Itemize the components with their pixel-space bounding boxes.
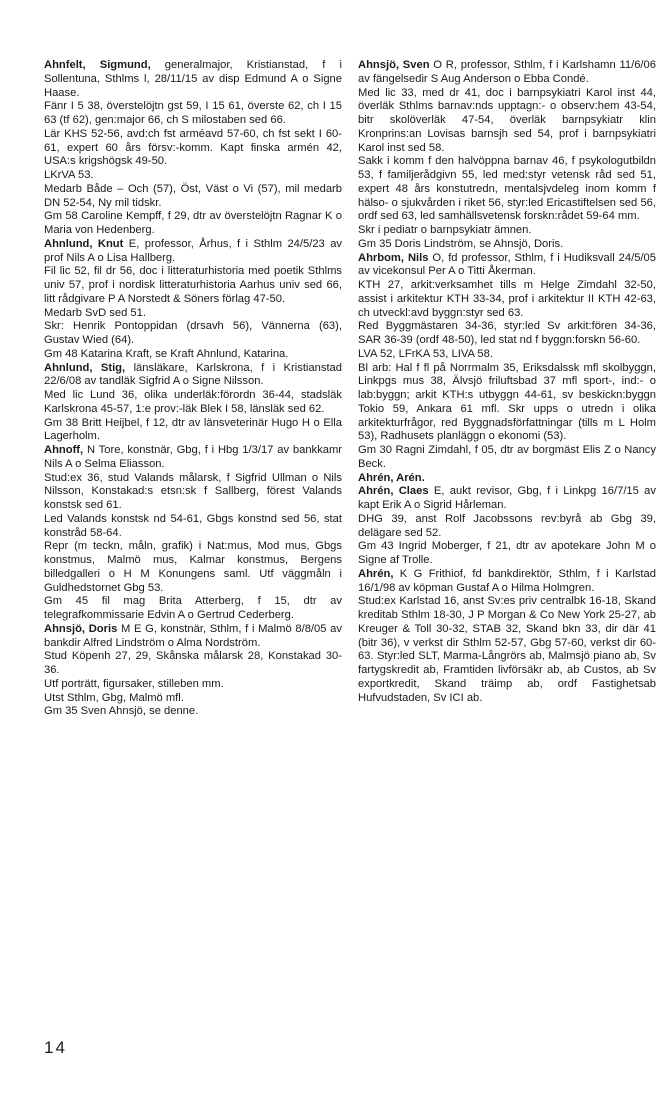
entry-line: Gm 43 Ingrid Moberger, f 21, dtr av apotekare John M o Signe af Trolle. bbox=[358, 540, 656, 566]
entry-line: Gm 30 Ragni Zimdahl, f 05, dtr av borgmäst Elis Z o Nancy Beck. bbox=[358, 444, 656, 470]
entry-line: Stud:ex 36, stud Valands målarsk, f Sigfrid Ullman o Nils Nilsson, Konstakad:s etsn:sk f Sallberg, förest Valands konstsk sed 61. bbox=[44, 471, 342, 511]
entry-line: LVA 52, LFrKA 53, LIVA 58. bbox=[358, 347, 493, 360]
entry-ahnlund-stig: Ahnlund, Stig, länsläkare, Karlskrona, f i Kristianstad 22/6/08 av tandläk Sigfrid A o Signe Nilsson. bbox=[44, 361, 342, 388]
entry-ahren-claes: Ahrén, Claes E, aukt revisor, Gbg, f i Linkpg 16/7/15 av kapt Erik A o Sigrid Hårleman. bbox=[358, 485, 656, 511]
entry-line: Skr i pediatr o barnpsykiatr ämnen. bbox=[358, 224, 532, 236]
entry-line: Skr: Henrik Pontoppidan (drsavh 56), Vännerna (63), Gustav Wied (64). bbox=[44, 320, 342, 346]
entry-line: Led Valands konstsk nd 54-61, Gbgs konstnd sed 56, stat konstråd 58-64. bbox=[44, 512, 342, 539]
entry-line: Gm 38 Britt Heijbel, f 12, dtr av länsveterinär Hugo H o Ella Lagerholm. bbox=[44, 416, 342, 443]
entry-line: Repr (m teckn, måln, grafik) i Nat:mus, Mod mus, Gbgs konstmus, Malmö mus, Kalmar konstmus, Bergens billedgalleri o H M Konungens saml. Utf väggmåln i Guldhedstornet Gbg 53. bbox=[44, 540, 342, 594]
entry-line: Gm 45 fil mag Brita Atterberg, f 15, dtr av telegrafkommissarie Edvin A o Gertrud Cederberg. bbox=[44, 595, 342, 621]
entry-line: Fänr I 5 38, överstelöjtn gst 59, I 15 61, överste 62, ch I 15 63 (tf 62), gen:major 66, ch S milostaben sed 66. bbox=[44, 100, 342, 126]
page-number: 14 bbox=[44, 1038, 67, 1057]
entry-ahnlund-knut: Ahnlund, Knut E, professor, Århus, f i Sthlm 24/5/23 av prof Nils A o Lisa Hallberg. bbox=[44, 237, 343, 264]
left-column bbox=[44, 59, 342, 719]
entry-line: Medarb SvD sed 51. bbox=[44, 306, 146, 319]
entry-line: Fil lic 52, fil dr 56, doc i litteraturhistoria med poetik Sthlms univ 57, prof i nordisk litteraturhistoria Aarhus univ sed 66, litt rådgivare P A Norstedt & Söners förlag 47-50. bbox=[44, 265, 342, 305]
entry-ahnsjo-sven: Ahnsjö, Sven O R, professor, Sthlm, f i Karlshamn 11/6/06 av fängelsedir S Aug Anderson o Ebba Condé. bbox=[358, 59, 656, 85]
entry-line: LKrVA 53. bbox=[44, 169, 94, 181]
entry-ahren-frithiof: Ahrén, K G Frithiof, fd bankdirektör, Sthlm, f i Karlstad 16/1/98 av köpman Gustaf A o Hilma Holmgren. bbox=[358, 567, 656, 594]
entry-ahnoff: Ahnoff, N Tore, konstnär, Gbg, f i Hbg 1/3/17 av bankkamr Nils A o Selma Eliasson. bbox=[44, 444, 342, 470]
entry-line: Utst Sthlm, Gbg, Malmö mfl. bbox=[44, 691, 184, 704]
right-column bbox=[358, 59, 656, 705]
entry-ahnsjo-doris: Ahnsjö, Doris M E G, konstnär, Sthlm, f i Malmö 8/8/05 av bankdir Alfred Lindström o Alma Nordström. bbox=[44, 622, 342, 649]
entry-line: Gm 35 Doris Lindström, se Ahnsjö, Doris. bbox=[358, 237, 564, 250]
entry-line: Utf porträtt, figursaker, stilleben mm. bbox=[44, 677, 224, 690]
entry-line: Sakk i komm f den halvöppna barnav 46, f psykologutbildn 53, f familjerådgivn 55, led med:styr vetensk råd sed 51, expert 48 års konstutredn, mentalsjvdeleg inom komm f hälso- o sjukvården i riket 56, styr:led Ericastiftelsen sed 56, ordf sed 63, led samhällsvetensk forskn:rådet 59-64 mm. bbox=[358, 155, 656, 223]
entry-line: Gm 35 Sven Ahnsjö, se denne. bbox=[44, 705, 199, 718]
entry-line: Stud:ex Karlstad 16, anst Sv:es priv centralbk 16-18, Skand kreditab Sthlm 18-30, J P Morgan & Co New York 25-27, ab Kreuger & Toll 30-32, STAB 32, Skand bkn 33, dir där 41 (bitr 36), v verkst dir Sthlm 52-57, Gbg 57-60, verkst dir 60-63. Styr:led SLT, Marma-Långrörs ab, Malmsjö piano ab, Sv fartygskredit ab, Framtiden livförsäkr ab, ab Custos, ab Sv exportkredit, Skand träimp ab, ordf Fastighetsab Hufvudstaden, Sv ICI ab. bbox=[358, 595, 656, 704]
entry-line: Red Byggmästaren 34-36, styr:led Sv arkit:fören 34-36, SAR 36-39 (ordf 48-50), led stat nd f byggn:forskn 56-60. bbox=[358, 320, 656, 346]
entry-line: KTH 27, arkit:verksamhet tills m Helge Zimdahl 32-50, assist i arkitektur KTH 33-34, prof i arkitektur II KTH 42-63, ch utveckl:avd byggn:styr sed 63. bbox=[358, 279, 656, 319]
entry-line: Gm 58 Caroline Kempff, f 29, dtr av överstelöjtn Ragnar K o Maria von Hedenberg. bbox=[44, 210, 342, 236]
entry-line: DHG 39, anst Rolf Jacobssons rev:byrå ab Gbg 39, delägare sed 52. bbox=[358, 512, 656, 539]
entry-line: Stud Köpenh 27, 29, Skånska målarsk 28, Konstakad 30-36. bbox=[44, 650, 342, 676]
entry-ahnfelt: Ahnfelt, Sigmund, generalmajor, Kristianstad, f i Sollentuna, Sthlms l, 28/11/15 av disp Edmund A o Signe Haase. bbox=[44, 59, 342, 99]
entry-line: Lär KHS 52-56, avd:ch fst arméavd 57-60, ch fst sekt I 60-61, expert 60 års försv:-komm. Kapt finska armén 42, USA:s krigshögsk 49-50. bbox=[44, 127, 342, 168]
entry-line: Gm 48 Katarina Kraft, se Kraft Ahnlund, Katarina. bbox=[44, 347, 289, 360]
entry-ahren-cross-ref: Ahrén, Arén. bbox=[358, 471, 425, 484]
entry-line: Bl arb: Hal f fl på Norrmalm 35, Eriksdalssk mfl skolbyggn, Linkpgs mus 38, Älvsjö friluftsbad 37 mfl sport-, ind:- o lab:byggn; arkit KTH:s utbyggn 44-61, sv beskickn:byggn Tokio 59, Ankara 61 mfl. Skr upps o utredn i olika arkitekturfrågor, red Byggnadsförfattningar (tills m L Holm 53), Radhusets planläggn o ekonomi (53). bbox=[358, 361, 656, 443]
entry-line: Med lic Lund 36, olika underläk:förordn 36-44, stadsläk Karlskrona 45-57, 1:e prov:-läk Blek I 58, länsläk sed 62. bbox=[44, 389, 342, 415]
entry-ahrbom: Ahrbom, Nils O, fd professor, Sthlm, f i Hudiksvall 24/5/05 av vicekonsul Per A o Titti Åkerman. bbox=[358, 251, 656, 278]
entry-line: Medarb Både – Och (57), Öst, Väst o Vi (57), mil medarb DN 52-54, Ny mil tidskr. bbox=[44, 182, 342, 209]
entry-line: Med lic 33, med dr 41, doc i barnpsykiatri Karol inst 44, överläk Sthlms barnav:nds upptagn:- o observ:hem 43-54, bitr skolöverläk 47-54, överläk barnpsykiatr klin Kronprins:an Lovisas barnsjh sed 54, prof i barnpsykiatri Karol inst sed 58. bbox=[358, 86, 656, 154]
